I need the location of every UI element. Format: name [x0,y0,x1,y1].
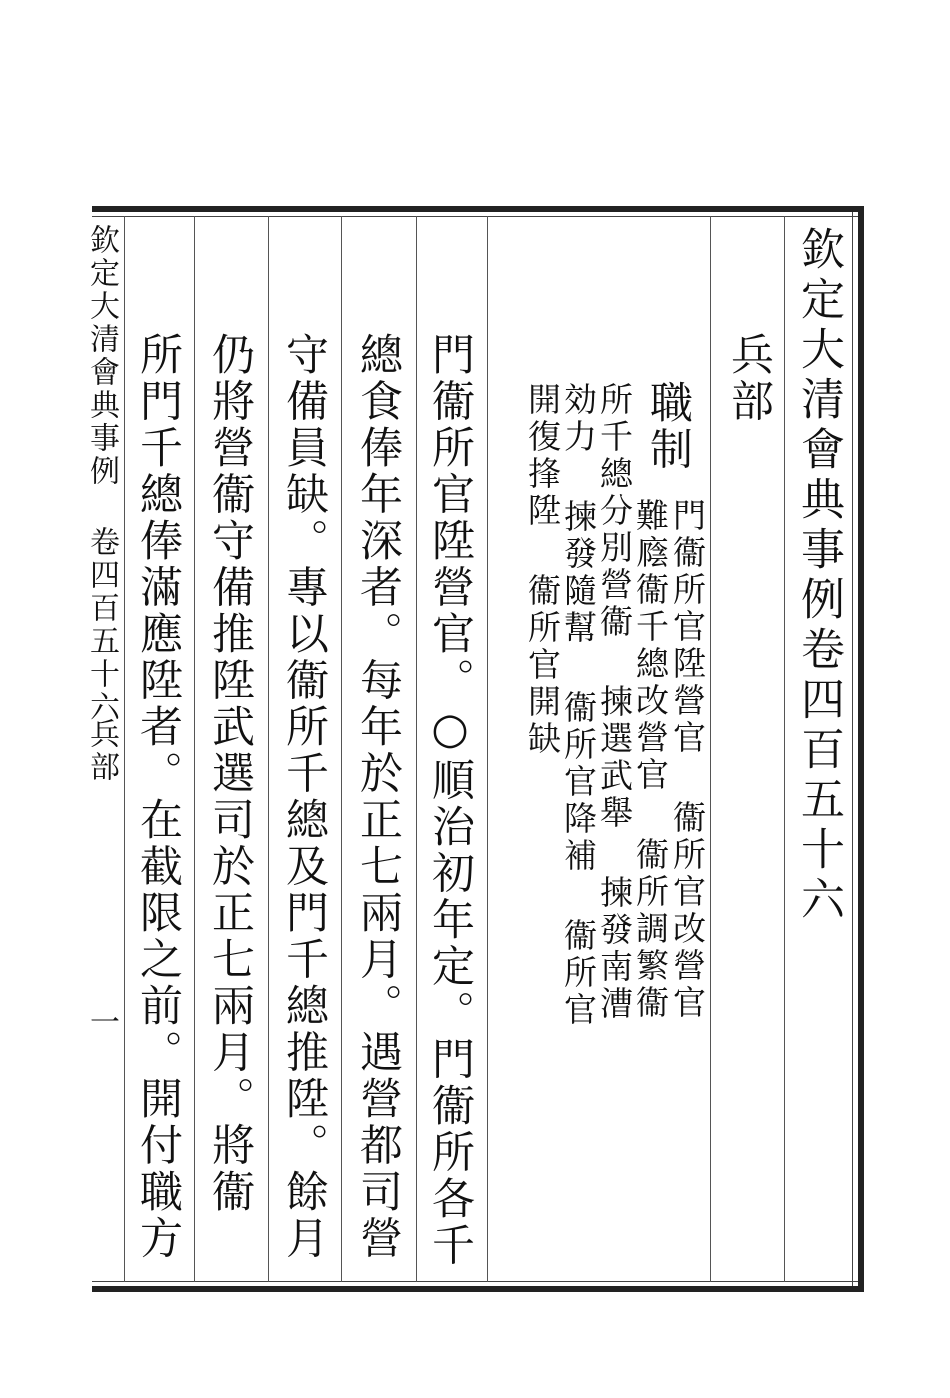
frame-border-bottom [92,1286,864,1292]
contents-line: 効力 揀發隨幫 衞所官降補 衞所官 [559,382,598,1029]
column-rule [416,216,417,1282]
column-rule [268,216,269,1282]
frame-border-top [92,206,864,212]
frame-border-right [858,206,864,1292]
section-heading: 兵部 [724,332,774,425]
contents-line: 開復捀陞 衞所官開缺 [523,382,562,758]
frame-border-right-inner [852,212,853,1286]
document-title: 欽定大清會典事例卷四百五十六 [793,226,844,926]
body-text-line: 仍將營衞守備推陞武選司於正七兩月。將衞 [205,332,255,1216]
body-text-line: 守備員缺。專以衞所千總及門千總推陞。餘月 [279,332,329,1262]
margin-volume: 卷四百五十六 [84,526,119,724]
frame-border-top-inner [92,216,864,217]
margin-title: 欽定大清會典事例 [84,224,119,488]
column-rule [487,216,488,1282]
body-text-line: 所門千總俸滿應陞者。在截限之前。開付職方 [133,332,183,1262]
column-rule [124,216,125,1282]
column-rule [341,216,342,1282]
contents-line: 難廕衞千總改營官 衞所調繁衞 [631,498,670,1022]
contents-line: 門衞所官陞營官 衞所官改營官 [668,498,707,1022]
frame-border-bottom-inner [92,1281,864,1282]
column-rule [710,216,711,1282]
column-rule [194,216,195,1282]
column-rule [784,216,785,1282]
contents-line: 所千總分別營衞 揀選武舉 揀發南漕 [595,382,634,1023]
page-number: 一 [84,1006,119,1039]
chapter-heading: 職制 [643,380,693,473]
body-text-line: 總食俸年深者。每年於正七兩月。遇營都司營 [353,332,403,1262]
margin-section: 兵部 [84,718,119,784]
body-text-line: 門衞所官陞營官。○順治初年定。門衞所各千 [425,332,475,1269]
